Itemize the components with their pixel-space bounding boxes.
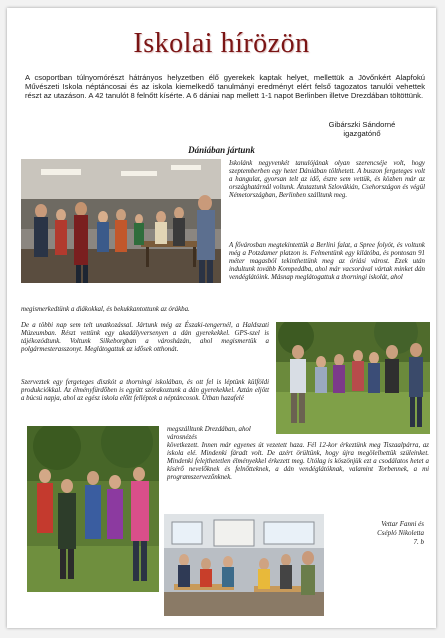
photo-classroom-visit [164,514,324,616]
signature-role: igazgatónő [343,129,381,138]
text-block-4: De a többi nap sem telt unatkozással. Jártunk még az Északi-tengernél, a Haldszati Múzeumban. Részt vettünk egy akadályversenyen a dán gyerekekkel. GPS-szel is tájékozódtunk. Voltunk Silkeborgban a városházán, ahol megismertük a polgármesterasszonyt. Meglátogattuk az idősek otthonát. [21,322,269,354]
text-block-1: Iskolánk negyvenkét tanulójának olyan szerencséje volt, hogy szeptemberben egy hetet Dániában tölthetett. A buszon fergeteges volt a hangulat, gyorsan telt az idő, észre sem vettük, és közben már az országhatárnál voltunk. Átutaztunk Szlovákián, Csehországon és végül Németországban, Berlinben szálltunk meg. [229,160,425,200]
author-line-3: 7. b [413,538,424,546]
article-subtitle: Dániában jártunk [188,145,255,155]
intro-paragraph: A csoportban túlnyomórészt hátrányos helyzetben élő gyerekek kaptak helyet, mellettük a Jövőnkért Alapfokú Művészeti Iskola néptáncosai és az iskola kiemelkedő tanulmányi eredményt elért felső tagozatos tanulói vehettek részt az utazáson. A 42 tanulót 8 felnőtt kísérte. A 6 dániai nap mellett 1-1 napot Berlinben illetve Drezdában töltöttünk. [25,73,425,101]
text-block-6a: megszálltunk Drezdában, ahol városnézés [167,426,251,442]
photo-classroom-group [21,159,221,283]
text-block-5: Szerveztek egy fergeteges diszkót a thorningi iskolában, és ott fel is léptünk külföldi produkciókkal. Az élményfürdőben is együtt szórakoztunk a dán gyerekekkel. Aztán eljött a búcsú napja, ahol az egész iskola előtt felléptek a néptáncosok. Útban hazafelé [21,379,269,403]
author-signature [332,520,424,547]
author-line-1: Vettar Fanni és [381,520,424,528]
text-block-6b: következett. Innen már egyenes út vezetett haza. Fél 12-kor érkeztünk meg Tiszaalpárra, az iskola elé. Mindenki fáradt volt. De azért örültünk, hogy újra megölelhettük szüleinket. Mindenki felejthetetlen élményekkel érkezett meg. Utólag is köszönjük ezt a csodálatos hetet a kísérő nevelőknek és felnőtteknek, a dán vendéglátóknak, valamint Torbennek, a mi programszervezőnknek. [167,442,429,482]
photo-outdoor-group [276,322,430,434]
signature-name: Gibárszki Sándorné [328,120,396,129]
newsletter-page [7,8,436,628]
text-block-2: A fővárosban megtekintettük a Berlini falat, a Spree folyót, és voltunk még a Potzdamer platzon is. Felmentünk egy kilátóba, és pontosan 91 méter magasból tekinthettünk meg az óriási várost. Ezek után indultunk tovább Kompeddba, ahol már vacsorával vártak minket dán vendéglátóink. Másnap meglátogattuk a thorningi iskolát, ahol [229,242,425,282]
text-block-3: megismerkedtünk a diákokkal, és bekukkantottunk az órákba. [21,306,190,313]
photo-children-outdoors [27,426,159,592]
author-line-2: Csépló Nikoletta [377,529,424,537]
page-title: Iskolai hírözön [133,28,310,59]
